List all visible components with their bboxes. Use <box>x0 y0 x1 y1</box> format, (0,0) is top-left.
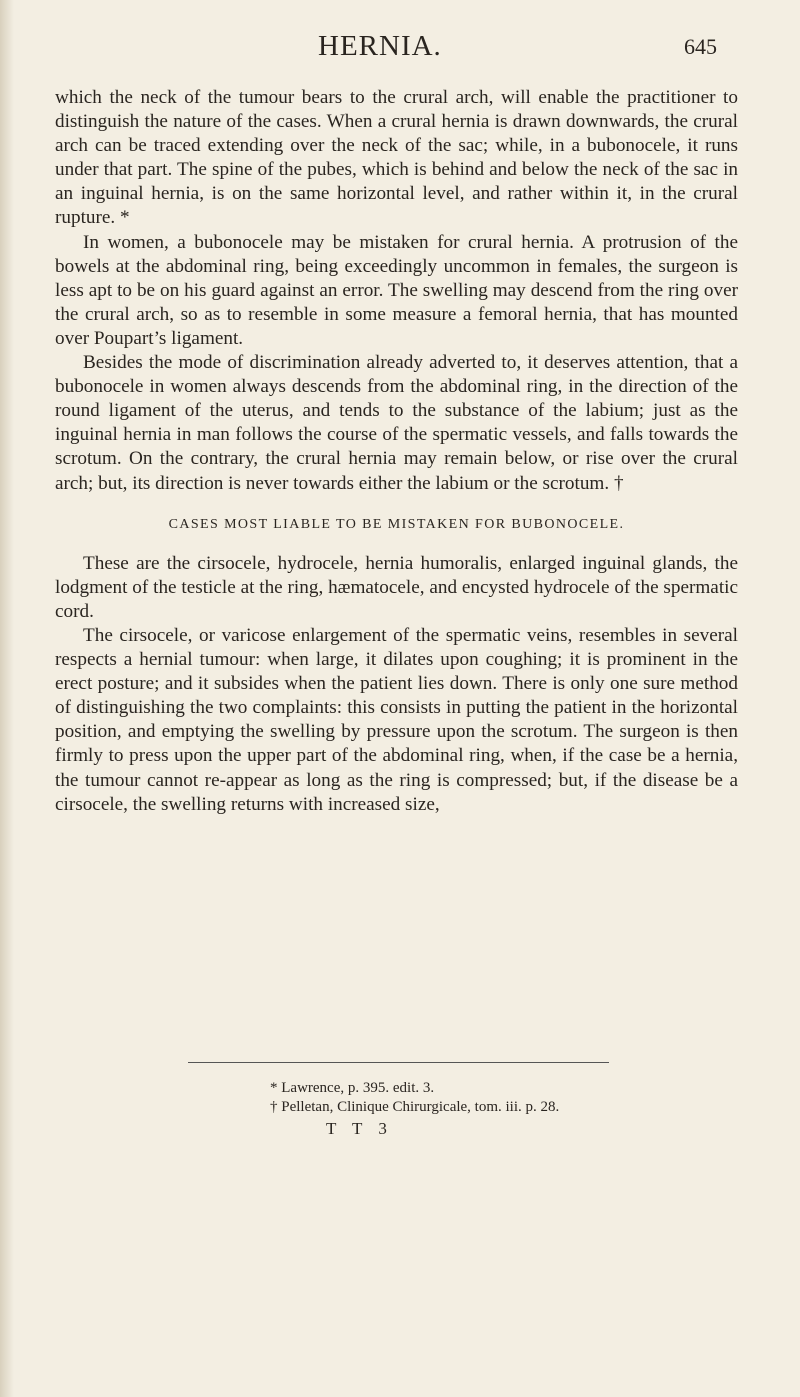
running-head: HERNIA. <box>318 30 442 62</box>
section-heading: CASES MOST LIABLE TO BE MISTAKEN FOR BUBONOCELE. <box>168 516 625 532</box>
footnote: * Lawrence, p. 395. edit. 3. <box>270 1080 435 1096</box>
footnote-divider <box>188 1062 609 1063</box>
page-gutter-shadow <box>0 0 14 1397</box>
page-header <box>0 30 800 64</box>
paragraph: These are the cirsocele, hydrocele, hernia humoralis, enlarged inguinal glands, the lodgment of the testicle at the ring, hæmatocele, and encysted hydrocele of the spermatic cord. <box>55 552 738 622</box>
paragraph: The cirsocele, or varicose enlargement of the spermatic veins, resembles in several respects a hernial tumour: when large, it dilates upon coughing; it is prominent in the erect posture; and it subsides when the patient lies down. There is only one sure method of distinguishing the two complaints: this consists in putting the patient in the horizontal position, and emptying the swelling by pressure upon the scrotum. The surgeon is then firmly to press upon the upper part of the abdominal ring, when, if the case be a hernia, the tumour cannot re-appear as long as the ring is compressed; but, if the disease be a cirsocele, the swelling returns with increased size, <box>55 624 738 815</box>
paragraph: Besides the mode of discrimination already adverted to, it deserves attention, that a bubonocele in women always descends from the abdominal ring, in the direction of the round ligament of the uterus, and tends to the substance of the labium; just as the inguinal hernia in man follows the course of the spermatic vessels, and falls towards the scrotum. On the contrary, the crural hernia may remain below, or rise over the crural arch; but, its direction is never towards either the labium or the scrotum. † <box>55 352 738 494</box>
paragraph: which the neck of the tumour bears to the crural arch, will enable the practitioner to distinguish the nature of the cases. When a crural hernia is drawn downwards, the crural arch can be traced extending over the neck of the sac; while, in a bubonocele, it runs under that part. The spine of the pubes, which is behind and below the neck of the sac in an inguinal hernia, is on the same horizontal level, and rather within it, in the crural rupture. * <box>55 87 738 229</box>
page-number: 645 <box>684 34 717 59</box>
body-text <box>55 86 738 817</box>
printer-signature-mark: T T 3 <box>326 1119 393 1138</box>
footnote: † Pelletan, Clinique Chirurgicale, tom. iii. p. 28. <box>270 1099 560 1115</box>
paragraph: In women, a bubonocele may be mistaken for crural hernia. A protrusion of the bowels at the abdominal ring, being exceedingly uncommon in females, the surgeon is less apt to be on his guard against an error. The swelling may descend from the ring over the crural arch, so as to resemble in some measure a femoral hernia, that has mounted over Poupart’s ligament. <box>55 231 738 349</box>
footnotes <box>270 1079 730 1117</box>
